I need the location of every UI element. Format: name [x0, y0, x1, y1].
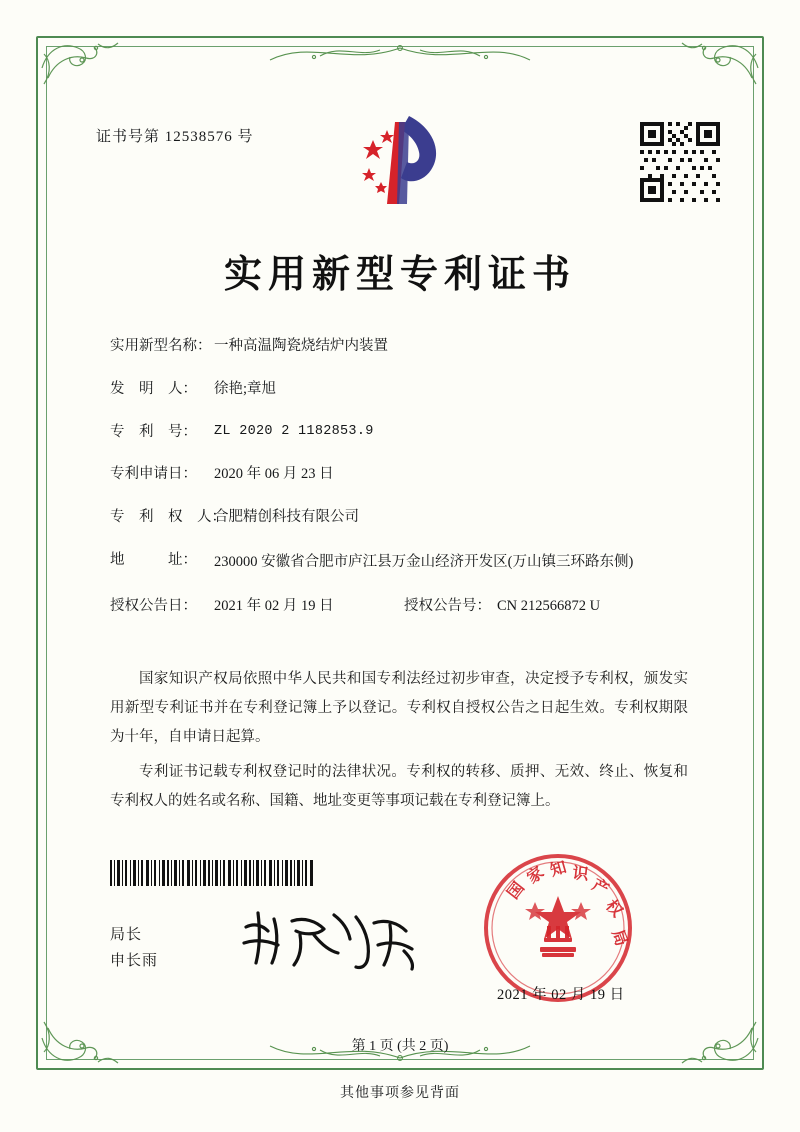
svg-text:局: 局	[608, 927, 630, 949]
corner-ornament-icon	[676, 38, 762, 96]
field-list	[110, 336, 710, 639]
corner-ornament-icon	[38, 38, 124, 96]
footer-note: 其他事项参见背面	[340, 1086, 460, 1101]
field-label: 发 明 人：	[110, 380, 197, 397]
director-name-label: 申长雨	[110, 953, 159, 970]
certificate-number: 证书号第 12538576 号	[96, 129, 254, 145]
handwritten-signature	[238, 905, 423, 977]
field-value: 2020 年 06 月 23 日	[214, 466, 334, 483]
field-label: 地 址：	[110, 551, 197, 568]
body-text	[110, 665, 688, 822]
field-row	[110, 422, 710, 444]
field-value: 合肥精创科技有限公司	[214, 509, 359, 525]
field-value: ZL 2020 2 1182853.9	[214, 423, 374, 439]
director-role-label: 局长	[110, 927, 143, 943]
svg-text:家: 家	[524, 864, 548, 888]
signature-labels	[110, 922, 158, 975]
field-row	[110, 336, 710, 358]
field-value: 一种高温陶瓷烧结炉内装置	[214, 338, 388, 354]
field-row	[110, 379, 710, 401]
field-row	[110, 507, 710, 529]
barcode	[110, 860, 315, 886]
seal-date: 2021 年 02 月 19 日	[497, 987, 625, 1003]
paragraph: 专利证书记载专利权登记时的法律状况。专利权的转移、质押、无效、终止、恢复和专利权人的姓名或名称、国籍、地址变更等事项记载在专利登记簿上。	[110, 764, 688, 809]
paragraph: 国家知识产权局依照中华人民共和国专利法经过初步审查，决定授予专利权，颁发实用新型专利证书并在专利登记簿上予以登记。专利权自授权公告之日起生效。专利权期限为十年，自申请日起算。	[110, 671, 688, 745]
notice-date-label: 授权公告日：	[110, 598, 197, 615]
edge-ornament-icon	[260, 36, 540, 70]
svg-text:国: 国	[504, 879, 529, 903]
svg-text:识: 识	[571, 865, 590, 884]
notice-date-value: 2021 年 02 月 19 日	[214, 598, 334, 615]
cnipa-logo-icon	[347, 108, 457, 218]
svg-text:知: 知	[548, 859, 569, 880]
page-number: 第 1 页 (共 2 页)	[351, 1039, 449, 1054]
notice-number-label: 授权公告号：	[404, 598, 491, 615]
svg-text:权: 权	[602, 897, 626, 921]
field-value: 徐艳;章旭	[214, 380, 277, 397]
field-label: 专利申请日：	[110, 466, 197, 483]
field-row	[110, 550, 710, 575]
grant-notice-row	[110, 596, 710, 618]
qr-code	[638, 120, 722, 204]
field-label: 专 利 号：	[110, 423, 197, 440]
official-seal	[482, 852, 634, 1004]
page-title: 实用新型专利证书	[223, 251, 576, 296]
notice-number-value: CN 212566872 U	[497, 598, 601, 615]
field-label: 专 利 权 人：	[110, 509, 226, 525]
field-label: 实用新型名称：	[110, 338, 212, 354]
field-value: 230000 安徽省合肥市庐江县万金山经济开发区(万山镇三环路东侧)	[214, 553, 634, 570]
field-row	[110, 464, 710, 486]
svg-text:产: 产	[589, 876, 612, 900]
